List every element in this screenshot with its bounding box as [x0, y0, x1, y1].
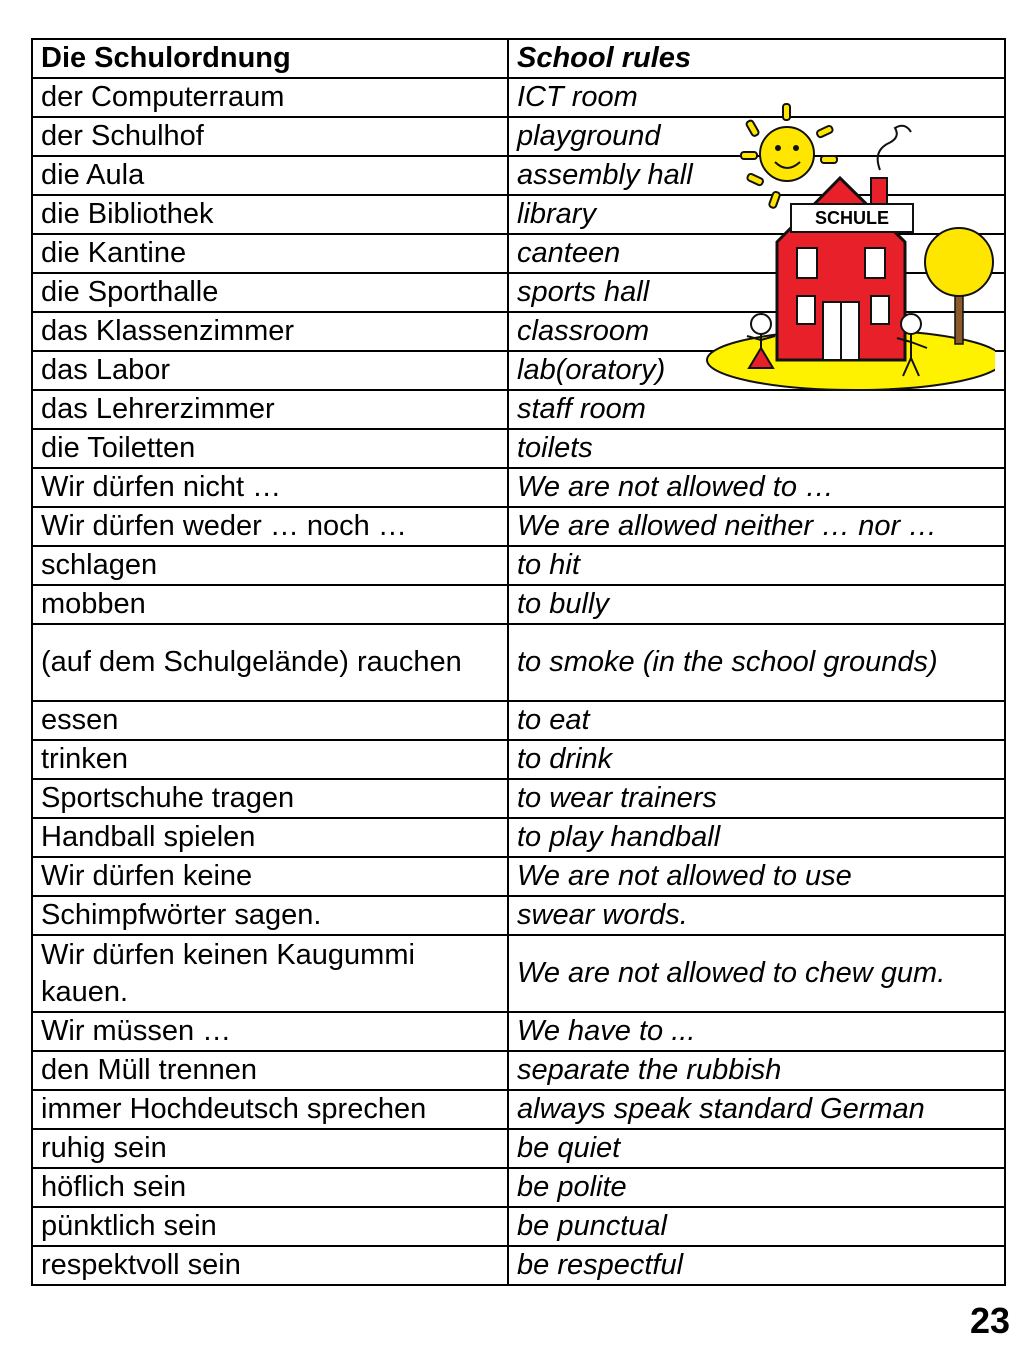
- page-number: 23: [969, 1300, 1010, 1341]
- table-row: [32, 507, 1005, 546]
- german-term: respektvoll sein: [32, 1246, 508, 1285]
- german-term: essen: [32, 701, 508, 740]
- english-translation: staff room: [508, 390, 1005, 429]
- german-term: Wir müssen …: [32, 1012, 508, 1051]
- english-translation: toilets: [508, 429, 1005, 468]
- german-term: den Müll trennen: [32, 1051, 508, 1090]
- english-translation: playground: [508, 117, 1005, 156]
- english-translation: We have to ...: [508, 1012, 1005, 1051]
- table-row: [32, 624, 1005, 701]
- table-row: [32, 546, 1005, 585]
- english-translation: be punctual: [508, 1207, 1005, 1246]
- english-translation: lab(oratory): [508, 351, 1005, 390]
- english-translation: to smoke (in the school grounds): [508, 624, 1005, 701]
- german-term: mobben: [32, 585, 508, 624]
- german-term: höflich sein: [32, 1168, 508, 1207]
- table-row: [32, 740, 1005, 779]
- german-term: Wir dürfen nicht …: [32, 468, 508, 507]
- german-term: das Lehrerzimmer: [32, 390, 508, 429]
- english-translation: sports hall: [508, 273, 1005, 312]
- table-row: [32, 1129, 1005, 1168]
- german-term: der Computerraum: [32, 78, 508, 117]
- english-translation: always speak standard German: [508, 1090, 1005, 1129]
- english-translation: library: [508, 195, 1005, 234]
- table-row: [32, 935, 1005, 1012]
- german-term: Handball spielen: [32, 818, 508, 857]
- english-translation: to hit: [508, 546, 1005, 585]
- english-translation: be quiet: [508, 1129, 1005, 1168]
- table-row: [32, 1051, 1005, 1090]
- table-row: [32, 818, 1005, 857]
- table-row: [32, 429, 1005, 468]
- german-term: Wir dürfen weder … noch …: [32, 507, 508, 546]
- english-translation: assembly hall: [508, 156, 1005, 195]
- german-term: die Toiletten: [32, 429, 508, 468]
- german-term: der Schulhof: [32, 117, 508, 156]
- english-translation: to bully: [508, 585, 1005, 624]
- english-translation: to wear trainers: [508, 779, 1005, 818]
- school-building-illustration: [705, 92, 995, 394]
- german-term: schlagen: [32, 546, 508, 585]
- english-translation: be polite: [508, 1168, 1005, 1207]
- german-term: die Aula: [32, 156, 508, 195]
- german-term: ruhig sein: [32, 1129, 508, 1168]
- english-translation: We are allowed neither … nor …: [508, 507, 1005, 546]
- german-term: trinken: [32, 740, 508, 779]
- table-row: [32, 585, 1005, 624]
- chimney-smoke: [878, 126, 911, 170]
- german-term: Sportschuhe tragen: [32, 779, 508, 818]
- school-sign: [791, 204, 913, 232]
- header-english: School rules: [508, 39, 1005, 78]
- german-term: pünktlich sein: [32, 1207, 508, 1246]
- english-translation: canteen: [508, 234, 1005, 273]
- english-translation: separate the rubbish: [508, 1051, 1005, 1090]
- english-translation: swear words.: [508, 896, 1005, 935]
- tree-icon: [925, 228, 993, 344]
- english-translation: classroom: [508, 312, 1005, 351]
- german-term: immer Hochdeutsch sprechen: [32, 1090, 508, 1129]
- table-header-row: [32, 39, 1005, 78]
- english-translation: to play handball: [508, 818, 1005, 857]
- german-term: die Kantine: [32, 234, 508, 273]
- english-translation: We are not allowed to use: [508, 857, 1005, 896]
- german-term: Wir dürfen keine: [32, 857, 508, 896]
- table-row: [32, 779, 1005, 818]
- header-german: Die Schulordnung: [32, 39, 508, 78]
- chimney: [871, 178, 887, 204]
- table-row: [32, 1012, 1005, 1051]
- english-translation: to drink: [508, 740, 1005, 779]
- english-translation: We are not allowed to …: [508, 468, 1005, 507]
- table-row: [32, 1090, 1005, 1129]
- english-translation: to eat: [508, 701, 1005, 740]
- table-row: [32, 1168, 1005, 1207]
- table-row: [32, 1207, 1005, 1246]
- english-translation: ICT room: [508, 78, 1005, 117]
- table-row: [32, 896, 1005, 935]
- german-term: (auf dem Schulgelände) rauchen: [32, 624, 508, 701]
- sun-icon: [741, 104, 837, 209]
- german-term: das Labor: [32, 351, 508, 390]
- german-term: die Sporthalle: [32, 273, 508, 312]
- german-term: das Klassenzimmer: [32, 312, 508, 351]
- table-row: [32, 857, 1005, 896]
- table-row: [32, 468, 1005, 507]
- german-term: Schimpfwörter sagen.: [32, 896, 508, 935]
- table-row: [32, 701, 1005, 740]
- school-sign-text: SCHULE: [814, 208, 890, 228]
- english-translation: We are not allowed to chew gum.: [508, 935, 1005, 1012]
- english-translation: be respectful: [508, 1246, 1005, 1285]
- table-row: [32, 390, 1005, 429]
- german-term: die Bibliothek: [32, 195, 508, 234]
- german-term: Wir dürfen keinen Kaugummi kauen.: [32, 935, 508, 1012]
- table-row: [32, 1246, 1005, 1285]
